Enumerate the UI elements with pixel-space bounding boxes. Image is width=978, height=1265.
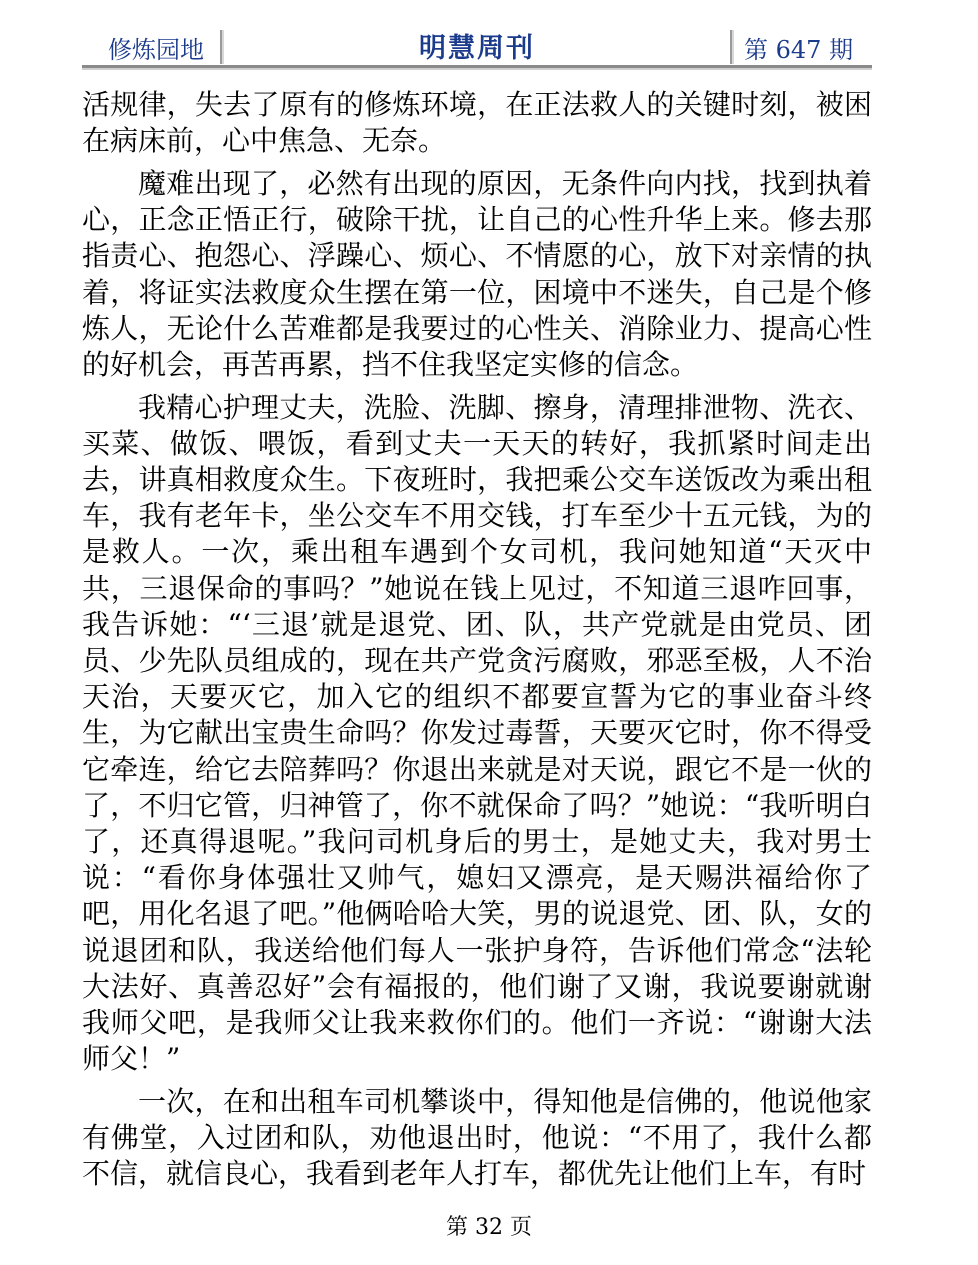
header-rule bbox=[82, 65, 872, 68]
article-body bbox=[82, 87, 872, 1199]
page-number: 第 32 页 bbox=[446, 1215, 532, 1240]
issue-number: 第 647 期 bbox=[744, 36, 854, 64]
paragraph-1: 活规律，失去了原有的修炼环境，在正法救人的关键时刻，被困在病床前，心中焦急、无奈。 bbox=[82, 88, 872, 158]
header-divider-right bbox=[730, 30, 732, 64]
page-header bbox=[82, 24, 872, 68]
paragraph-2: 魔难出现了，必然有出现的原因，无条件向内找，找到执着心，正念正悟正行，破除干扰，让自己的心性升华上来。修去那指责心、抱怨心、浮躁心、烦心、不情愿的心，放下对亲情的执着，将证实法救度众生摆在第一位，困境中不迷失，自己是个修炼人，无论什么苦难都是我要过的心性关、消除业力、提高心性的好机会，再苦再累，挡不住我坚定实修的信念。 bbox=[82, 166, 872, 381]
paragraph-4: 一次，在和出租车司机攀谈中，得知他是信佛的，他说他家有佛堂，入过团和队，劝他退出时，他说：“不用了，我什么都不信，就信良心，我看到老年人打车，都优先让他们上车，有时 bbox=[82, 1084, 872, 1191]
section-name: 修炼园地 bbox=[108, 36, 204, 64]
publication-title: 明慧周刊 bbox=[419, 33, 535, 64]
paragraph-3: 我精心护理丈夫，洗脸、洗脚、擦身，清理排泄物、洗衣、买菜、做饭、喂饭，看到丈夫一天天的转好，我抓紧时间走出去，讲真相救度众生。下夜班时，我把乘公交车送饭改为乘出租车，我有老年卡，坐公交车不用交钱，打车至少十五元钱，为的是救人。一次，乘出租车遇到个女司机，我问她知道“天灭中共，三退保命的事吗？”她说在钱上见过，不知道三退咋回事，我告诉她：“‘三退’就是退党、团、队，共产党就是由党员、团员、少先队员组成的，现在共产党贪污腐败，邪恶至极，人不治天治，天要灭它，加入它的组织不都要宣誓为它的事业奋斗终生，为它献出宝贵生命吗？你发过毒誓，天要灭它时，你不得受它牵连，给它去陪葬吗？你退出来就是对天说，跟它不是一伙的了，不归它管，归神管了，你不就保命了吗？”她说：“我听明白了，还真得退呢。”我问司机身后的男士，是她丈夫，我对男士说：“看你身体强壮又帅气，媳妇又漂亮，是天赐洪福给你了吧，用化名退了吧。”他俩哈哈大笑，男的说退党、团、队，女的说退团和队，我送给他们每人一张护身符，告诉他们常念“法轮大法好、真善忍好”会有福报的，他们谢了又谢，我说要谢就谢我师父吧，是我师父让我来救你们的。他们一齐说：“谢谢大法师父！” bbox=[82, 390, 872, 1076]
